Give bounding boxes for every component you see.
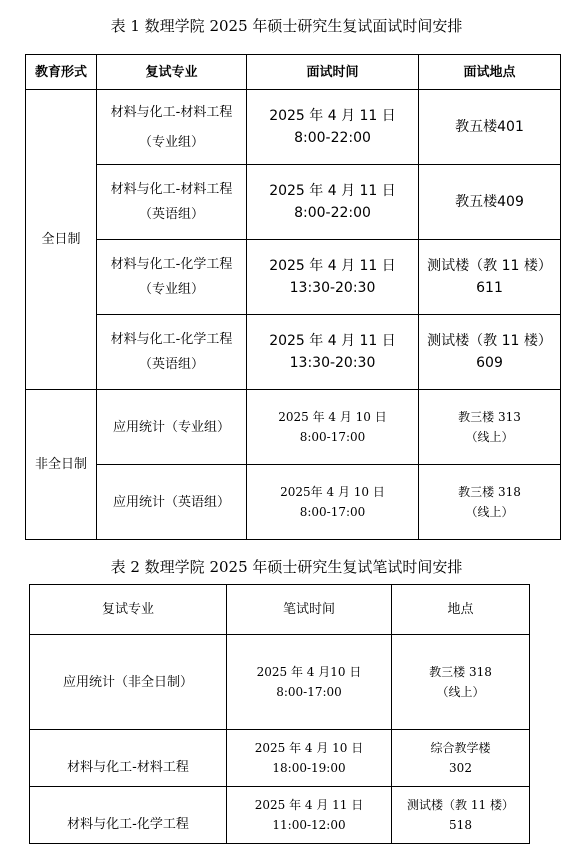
major-cell: 应用统计（专业组）: [97, 390, 247, 465]
table1-caption: 表 1 数理学院 2025 年硕士研究生复试面试时间安排: [110, 17, 463, 35]
table-row: [30, 635, 530, 730]
place-cell: 教五楼401: [419, 90, 561, 165]
time-cell: 2025 年 4 月 11 日 8:00-22:00: [247, 90, 419, 165]
header-major: 复试专业: [97, 55, 247, 90]
time-cell: 2025 年 4 月 10 日 8:00-17:00: [247, 390, 419, 465]
major-cell: 应用统计（英语组）: [97, 465, 247, 540]
table-row: [26, 165, 561, 240]
place-cell: 测试楼（教 11 楼） 518: [392, 787, 530, 844]
major-cell: 材料与化工-材料工程: [30, 730, 227, 787]
header-place: 地点: [392, 585, 530, 635]
place-cell: 测试楼（教 11 楼） 611: [419, 240, 561, 315]
table2-header-row: [30, 585, 530, 635]
place-cell: 教五楼409: [419, 165, 561, 240]
place-cell: 教三楼 313 （线上）: [419, 390, 561, 465]
header-education-form: 教育形式: [26, 55, 97, 90]
table1-header-row: [26, 55, 561, 90]
education-form-part-time: 非全日制: [26, 390, 97, 540]
header-interview-place: 面试地点: [419, 55, 561, 90]
time-cell: 2025 年 4 月 11 日 11:00-12:00: [227, 787, 392, 844]
table-row: [26, 465, 561, 540]
time-cell: 2025 年 4 月 10 日 18:00-19:00: [227, 730, 392, 787]
table-row: [30, 730, 530, 787]
time-cell: 2025年 4 月 10 日 8:00-17:00: [247, 465, 419, 540]
education-form-full-time: 全日制: [26, 90, 97, 390]
header-major: 复试专业: [30, 585, 227, 635]
time-cell: 2025 年 4 月 11 日 8:00-22:00: [247, 165, 419, 240]
table-row: [30, 787, 530, 844]
written-exam-schedule-table: [29, 584, 530, 844]
time-cell: 2025 年 4 月 11 日 13:30-20:30: [247, 240, 419, 315]
table2-caption: 表 2 数理学院 2025 年硕士研究生复试笔试时间安排: [110, 558, 463, 576]
major-cell: 应用统计（非全日制）: [30, 635, 227, 730]
major-cell: 材料与化工-材料工程 （英语组）: [97, 165, 247, 240]
interview-schedule-table: [25, 54, 561, 540]
place-cell: 教三楼 318 （线上）: [392, 635, 530, 730]
major-cell: 材料与化工-化学工程: [30, 787, 227, 844]
place-cell: 综合教学楼 302: [392, 730, 530, 787]
place-cell: 测试楼（教 11 楼） 609: [419, 315, 561, 390]
time-cell: 2025 年 4 月 11 日 13:30-20:30: [247, 315, 419, 390]
header-exam-time: 笔试时间: [227, 585, 392, 635]
time-cell: 2025 年 4 月10 日 8:00-17:00: [227, 635, 392, 730]
table-row: [26, 240, 561, 315]
major-cell: 材料与化工-化学工程 （英语组）: [97, 315, 247, 390]
table-row: [26, 90, 561, 165]
header-interview-time: 面试时间: [247, 55, 419, 90]
table-row: [26, 390, 561, 465]
table-row: [26, 315, 561, 390]
major-cell: 材料与化工-化学工程 （专业组）: [97, 240, 247, 315]
place-cell: 教三楼 318 （线上）: [419, 465, 561, 540]
major-cell: 材料与化工-材料工程 （专业组）: [97, 90, 247, 165]
